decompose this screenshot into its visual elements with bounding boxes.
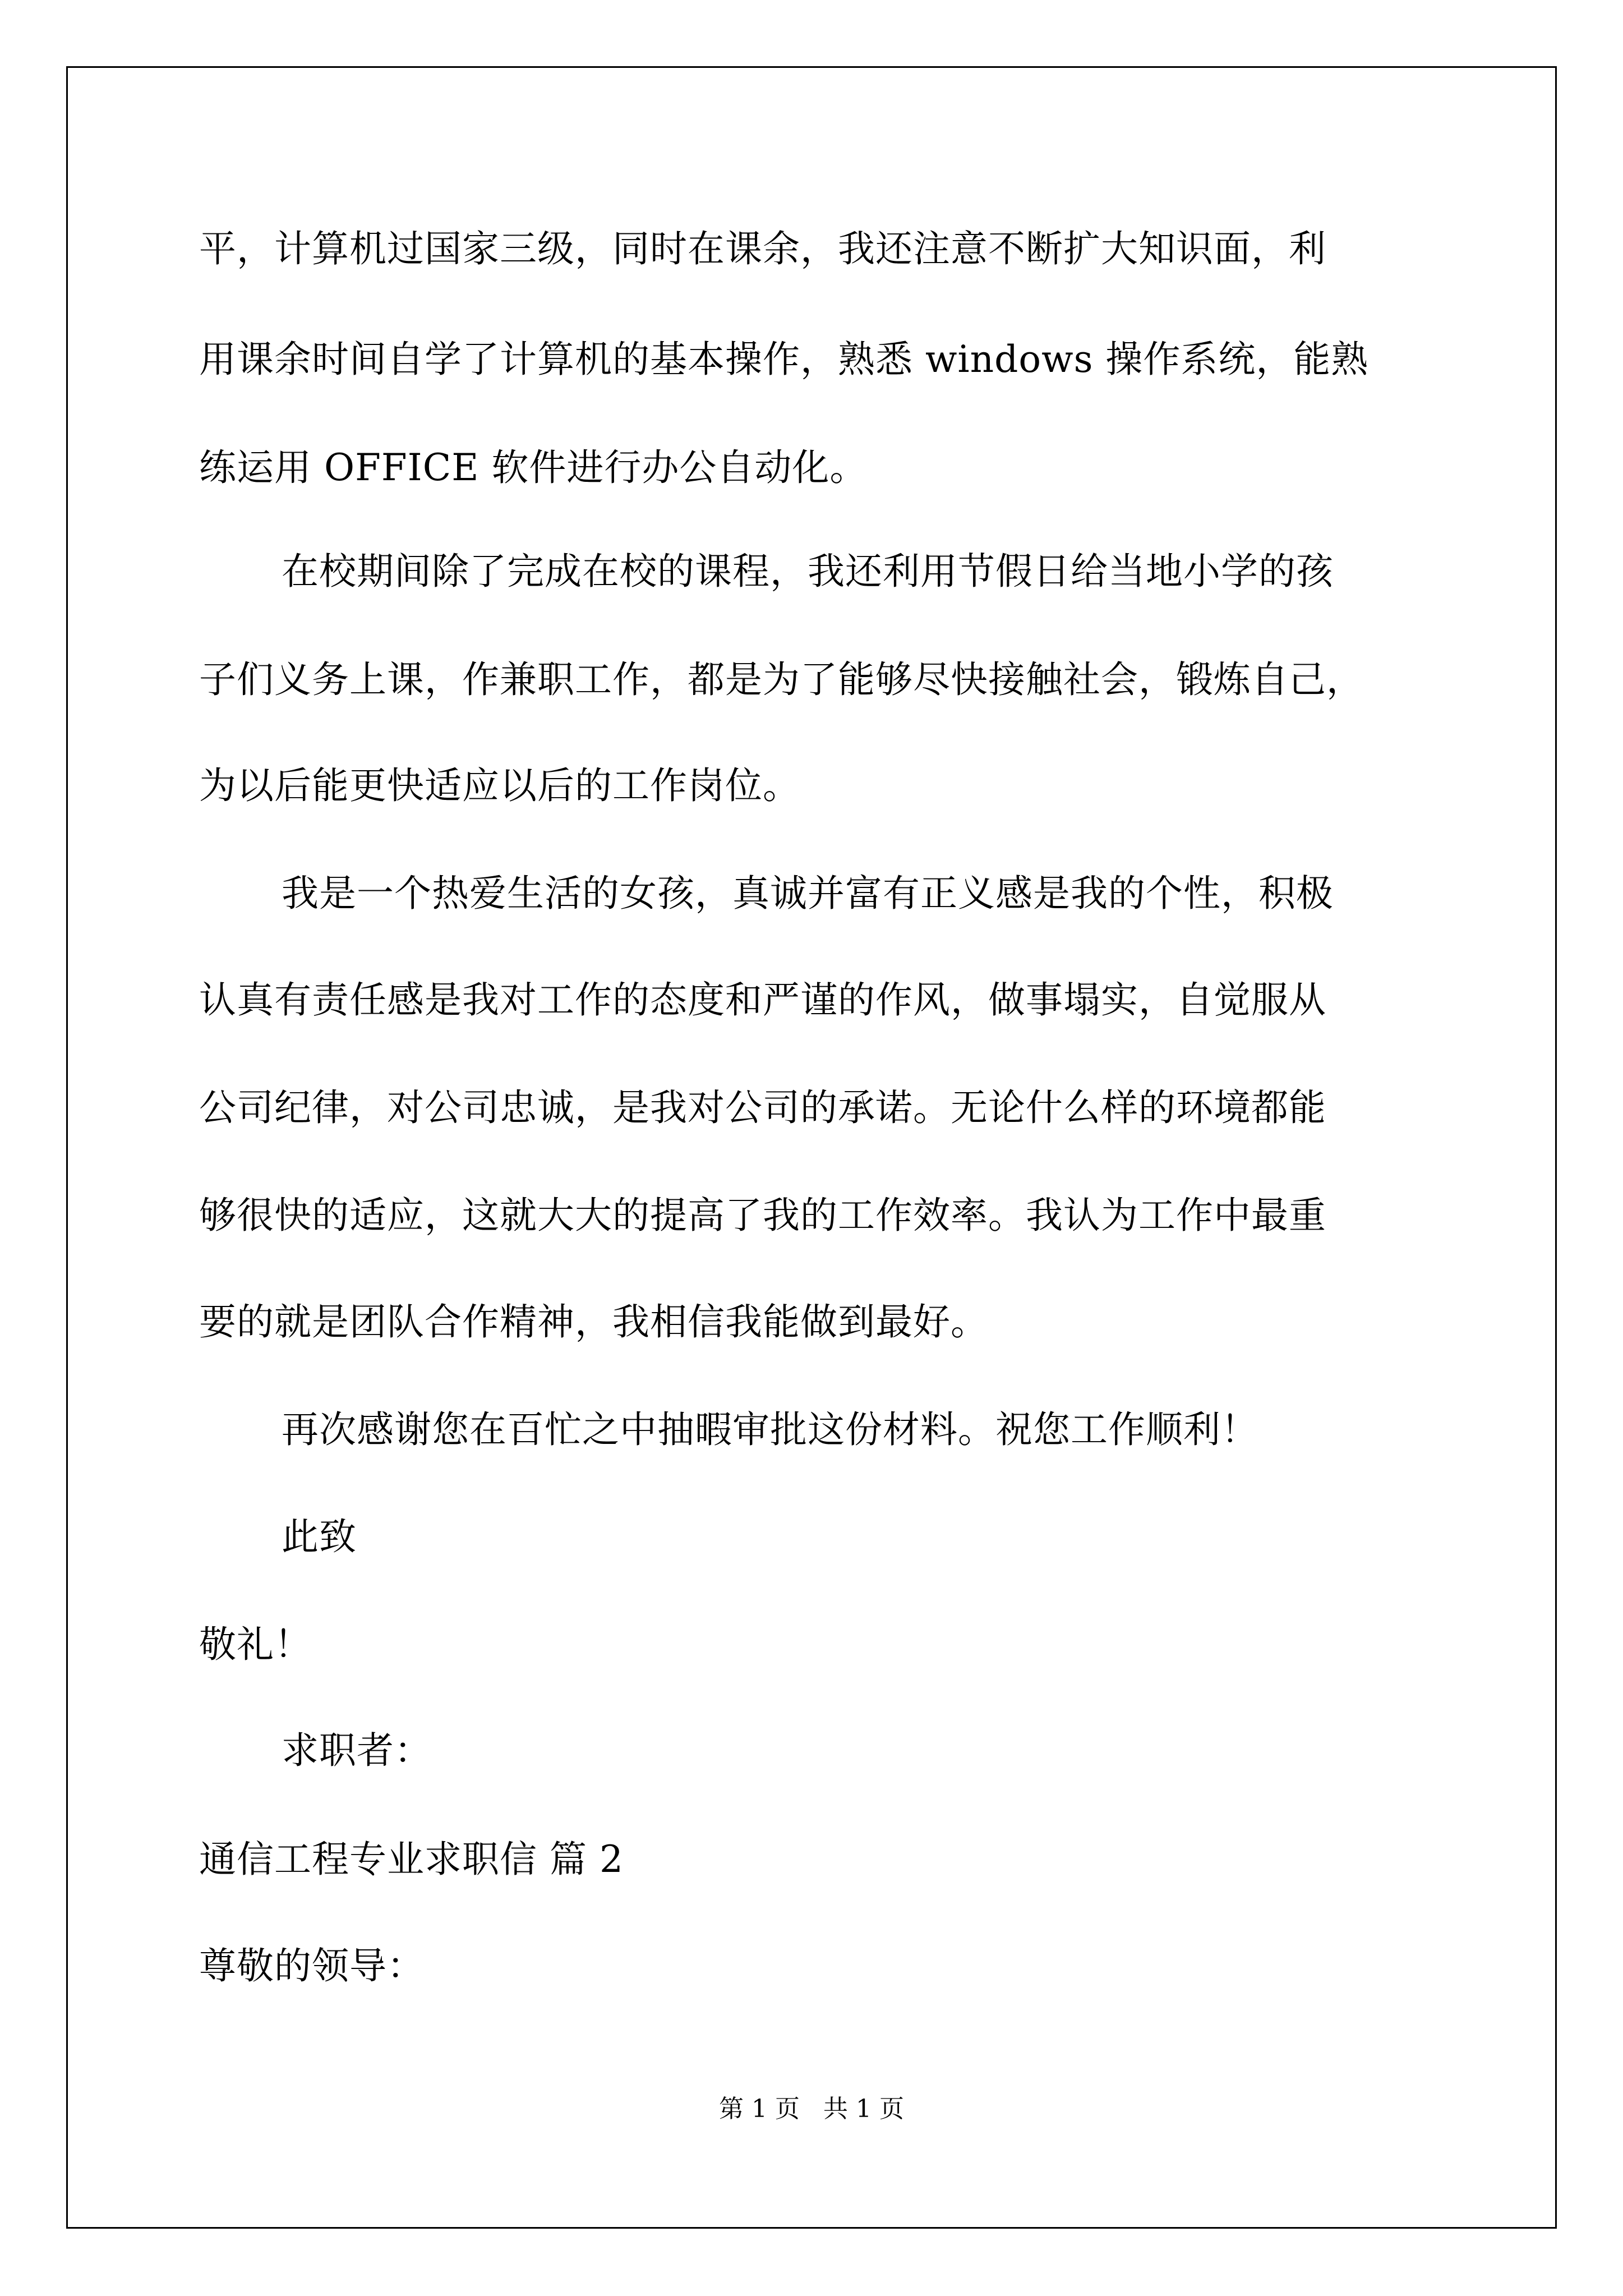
body-text-line: 要的就是团队合作精神，我相信我能做到最好。: [199, 1300, 988, 1343]
signature-label: 求职者：: [282, 1729, 432, 1772]
body-text-line: 在校期间除了完成在校的课程，我还利用节假日给当地小学的孩: [282, 550, 1334, 593]
body-text-line: 够很快的适应，这就大大的提高了我的工作效率。我认为工作中最重: [199, 1194, 1326, 1237]
body-text-line: 为以后能更快适应以后的工作岗位。: [199, 764, 800, 807]
body-text-line: 子们义务上课，作兼职工作，都是为了能够尽快接触社会，锻炼自己，: [199, 658, 1364, 701]
body-text-line: 再次感谢您在百忙之中抽暇审批这份材料。祝您工作顺利！: [282, 1408, 1258, 1451]
body-text-line: 公司纪律，对公司忠诚，是我对公司的承诺。无论什么样的环境都能: [199, 1086, 1326, 1129]
body-text-line: 我是一个热爱生活的女孩，真诚并富有正义感是我的个性，积极: [282, 872, 1334, 915]
page-border: [66, 66, 1557, 2229]
closing-salutation: 此致: [282, 1515, 357, 1558]
body-text-line: 平，计算机过国家三级，同时在课余，我还注意不断扩大知识面，利: [199, 227, 1326, 270]
body-text-line: 用课余时间自学了计算机的基本操作，熟悉 windows 操作系统，能熟: [199, 338, 1369, 381]
greeting: 尊敬的领导：: [199, 1944, 425, 1987]
body-text-line: 练运用 OFFICE 软件进行办公自动化。: [199, 446, 868, 489]
closing-regards: 敬礼！: [199, 1623, 312, 1666]
section-heading: 通信工程专业求职信 篇 2: [199, 1838, 624, 1881]
body-text-line: 认真有责任感是我对工作的态度和严谨的作风，做事塌实，自觉服从: [199, 978, 1326, 1022]
page-number: 第 1 页 共 1 页: [719, 2095, 904, 2123]
